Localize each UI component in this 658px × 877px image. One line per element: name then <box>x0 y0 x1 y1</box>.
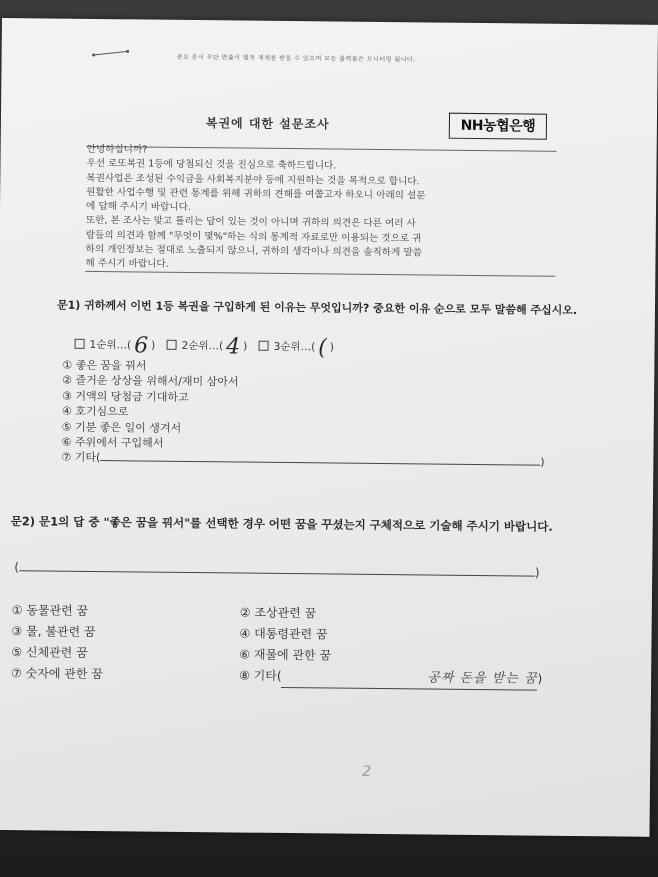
option-item[interactable]: ⑤ 신체관련 꿈 <box>11 645 88 660</box>
question-2: 문2) 문1의 답 중 "좋은 꿈을 꿔서"를 선택한 경우 어떤 꿈을 꾸셨는지 구체적으로 기술해 주시기 바랍니다. <box>10 514 553 534</box>
intro-line: 하의 개인정보는 절대로 노출되지 않으니, 귀하의 생각이나 의견을 솔직하게 말씀 <box>85 243 422 259</box>
q2-options-left <box>11 600 104 685</box>
question-1: 문1) 귀하께서 이번 1등 복권을 구입하게 된 이유는 무엇입니까? 중요한 이유 순으로 모두 말씀해 주십시오. <box>56 298 578 318</box>
other-input-line[interactable] <box>281 666 537 691</box>
intro-line: 원활한 사업수행 및 관련 통계를 위해 귀하의 견해를 여쭙고자 하오니 아래의 설문 <box>86 186 426 202</box>
option-item[interactable]: ⑥ 주위에서 구입해서 <box>61 435 164 450</box>
option-item[interactable]: ③ 물, 불관련 꿈 <box>11 624 96 640</box>
checkbox-icon[interactable] <box>75 339 85 349</box>
q2-options <box>11 600 572 687</box>
other-input-line[interactable] <box>100 460 540 466</box>
answer-line[interactable] <box>19 570 535 576</box>
option-other[interactable]: ⑦ 기타( ) <box>61 451 545 470</box>
rank-1[interactable]: 1순위…( 6 ) <box>74 333 155 359</box>
option-item[interactable]: ③ 거액의 당첨금 기대하고 <box>61 389 189 404</box>
checkbox-icon[interactable] <box>167 340 177 350</box>
option-item[interactable]: ② 즐거운 상상을 위해서/재미 삼아서 <box>62 374 239 389</box>
handwritten-answer: 6 <box>134 333 149 359</box>
option-other[interactable]: ⑧ 기타( 공짜 돈을 받는 꿈) <box>239 666 542 691</box>
handwritten-answer: 공짜 돈을 받는 꿈 <box>427 670 538 687</box>
q2-answer-field[interactable]: ( ) <box>14 560 540 580</box>
rank-2[interactable]: 2순위…( 4 ) <box>166 334 247 360</box>
checkbox-icon[interactable] <box>259 341 269 351</box>
bank-logo: NH농협은행 <box>449 113 547 140</box>
option-item[interactable]: ⑤ 기분 좋은 일이 생겨서 <box>61 420 182 435</box>
option-item[interactable]: ② 조상관련 꿈 <box>239 605 317 621</box>
pencil-mark: 2 <box>362 763 372 780</box>
handwritten-answer: 4 <box>226 334 241 360</box>
confidential-notice: 중요 문서 무단 반출시 법적 제재를 받을 수 있으며 모든 출력물은 모니터링 됩니다. <box>176 53 416 64</box>
option-item[interactable]: ⑥ 재물에 관한 꿈 <box>239 647 332 663</box>
intro-line: 람들의 의견과 함께 "무엇이 몇%"하는 식의 통계적 자료로만 이용되는 것으로 귀 <box>85 229 422 245</box>
handwritten-answer: ( <box>318 335 327 361</box>
intro-line: 에 답해 주시기 바랍니다. <box>85 201 191 214</box>
q1-options <box>61 358 545 471</box>
intro-text <box>85 143 566 277</box>
corner-mark-icon <box>92 45 130 59</box>
q2-options-right <box>239 603 543 691</box>
intro-line: 복권사업은 조성된 수익금을 사회복지분야 등에 지원하는 것을 목적으로 합니다. <box>86 172 420 187</box>
option-item[interactable]: ① 동물관련 꿈 <box>11 603 89 618</box>
option-item[interactable]: ④ 대통령관련 꿈 <box>239 626 328 642</box>
intro-line: 안녕하십니까? <box>86 143 148 156</box>
survey-title: 복권에 대한 설문조사 <box>205 116 330 132</box>
option-item[interactable]: ⑦ 숫자에 관한 꿈 <box>11 666 103 682</box>
intro-line: 해 주시기 바랍니다. <box>85 258 169 271</box>
rank-3[interactable]: 3순위…( ( ) <box>258 335 334 361</box>
survey-sheet <box>0 18 658 837</box>
intro-line: 또한, 본 조사는 맞고 틀리는 답이 있는 것이 아니며 귀하의 의견은 다른 여러 사 <box>85 215 416 230</box>
option-item[interactable]: ① 좋은 꿈을 꿔서 <box>62 358 147 373</box>
intro-line: 우선 로또복권 1등에 당첨되신 것을 진심으로 축하드립니다. <box>86 158 337 172</box>
q1-rank-row <box>74 333 342 361</box>
option-item[interactable]: ④ 호기심으로 <box>61 404 129 419</box>
